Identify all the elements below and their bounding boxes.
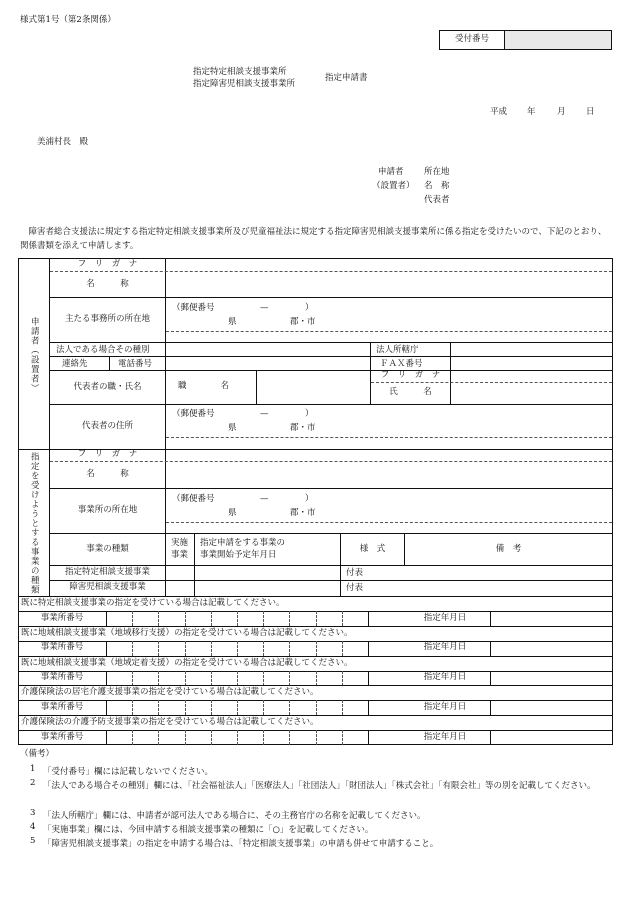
s2-name-label: 名 称 <box>86 469 129 480</box>
existing-office-no-field-5[interactable] <box>107 731 369 744</box>
intro-text: 障害者総合支援法に規定する指定特定相談支援事業所及び児童福祉法に規定する指定障害児相談支援事業所に係る指定を受けたいので、下記のとおり、関係書類を添えて申請します。 <box>20 227 607 251</box>
note-text-5: 「障害児相談支援事業」の指定を申請する場合は、「特定相談支援事業」の申請も併せて申請すること。 <box>43 839 439 849</box>
s2-row1-label: 指定特定相談支援事業 <box>64 567 150 578</box>
existing-date-field-1[interactable] <box>491 612 612 625</box>
s2-service-type-label: 事業の種類 <box>86 543 129 554</box>
s2-row2-label: 障害児相談支援事業 <box>69 582 146 593</box>
s1-rep-postal-dash: — <box>260 409 269 419</box>
section2-label: 指定を受けようとする事業の種類 <box>29 451 40 595</box>
form-number: 様式第1号（第2条関係） <box>20 15 116 25</box>
note-text-2: 「法人である場合その種別」欄には、「社会福祉法人」「医療法人」「社団法人」「財団法人」「株式会社」「有限会社」等の別を記載してください。 <box>43 781 596 791</box>
applicant-name-label: 名 称 <box>424 181 450 191</box>
title-line2: 指定障害児相談支援事業所 <box>193 79 296 89</box>
date-month: 月 <box>557 107 566 117</box>
s1-postal-dash: — <box>260 303 269 313</box>
note-number-5: 5 <box>30 836 36 846</box>
note-number-3: 3 <box>30 808 36 818</box>
s2-biko-label: 備 考 <box>495 543 522 554</box>
s2-furigana-label: フ リ ガ ナ <box>77 449 138 460</box>
s1-rep-postal-close: ） <box>305 409 314 419</box>
date-day: 日 <box>586 107 595 117</box>
existing-office-no-field-3[interactable] <box>107 672 369 685</box>
existing-office-no-label-2: 事業所番号 <box>40 642 84 653</box>
s2-postal-dash: — <box>260 494 269 504</box>
existing-date-field-3[interactable] <box>491 672 612 685</box>
existing-header-3: 既に地域相談支援事業（地域定着支援）の指定を受けている場合は記載してください。 <box>21 657 353 668</box>
s1-name-label: 名 称 <box>86 278 129 289</box>
s2-jisshi-1: 実施 <box>171 538 189 548</box>
s1-name-field[interactable] <box>166 272 612 297</box>
s2-row2-fuhyo: 付表 <box>346 583 364 593</box>
s1-postal-close: ） <box>305 303 314 313</box>
existing-office-no-field-2[interactable] <box>107 642 369 655</box>
s2-office-addr-label: 事業所の所在地 <box>77 505 138 516</box>
existing-header-5: 介護保険法の介護予防支援事業の指定を受けている場合は記載してください。 <box>21 717 319 728</box>
existing-header-1: 既に特定相談支援事業の指定を受けている場合は記載してください。 <box>21 598 285 608</box>
existing-date-label-5: 指定年月日 <box>423 731 467 742</box>
s1-office-addr-label: 主たる事務所の所在地 <box>64 314 150 325</box>
note-text-1: 「受付番号」欄には記載しないでください。 <box>43 767 214 777</box>
reception-number-field[interactable] <box>505 31 611 49</box>
s1-pref: 県 <box>228 317 237 327</box>
existing-office-no-label-3: 事業所番号 <box>40 672 84 683</box>
s1-rep-city: 郡・市 <box>290 423 316 433</box>
s1-postal-label: （郵便番号 <box>172 303 215 313</box>
s1-fax-label: ＦＡＸ番号 <box>380 359 423 369</box>
existing-office-no-label-5: 事業所番号 <box>40 731 84 742</box>
applicant-role2: （設置者） <box>372 181 415 191</box>
existing-header-2: 既に地域相談支援事業（地域移行支援）の指定を受けている場合は記載してください。 <box>21 627 353 638</box>
s1-phone-label: 電話番号 <box>118 359 153 369</box>
s1-rep-addr-label: 代表者の住所 <box>81 421 133 432</box>
existing-header-4: 介護保険法の居宅介護支援事業の指定を受けている場合は記載してください。 <box>21 687 319 698</box>
note-text-3: 「法人所轄庁」欄には、申請者が認可法人である場合に、その主務官庁の名称を記載してください。 <box>43 811 426 821</box>
existing-office-no-label-4: 事業所番号 <box>40 702 84 712</box>
s1-corp-type-label: 法人である場合その種別 <box>56 345 150 355</box>
s1-furigana2-label: フ リ ガ ナ <box>380 370 441 381</box>
s1-furigana-label: フ リ ガ ナ <box>77 259 138 270</box>
s2-pref: 県 <box>228 508 237 518</box>
note-number-1: 1 <box>30 764 36 774</box>
existing-date-field-2[interactable] <box>491 642 612 655</box>
existing-date-label-2: 指定年月日 <box>423 642 467 653</box>
date-era: 平成 <box>490 107 508 117</box>
existing-date-label-1: 指定年月日 <box>423 612 467 623</box>
addressee: 美浦村長 殿 <box>37 137 89 147</box>
s1-city: 郡・市 <box>290 317 316 327</box>
title-suffix: 指定申請書 <box>325 73 368 83</box>
reception-box <box>439 30 612 50</box>
s1-job-label: 職 名 <box>178 381 230 391</box>
applicant-address-label: 所在地 <box>424 167 450 177</box>
note-number-2: 2 <box>30 778 36 788</box>
s1-rep-pref: 県 <box>228 423 237 433</box>
existing-date-label-3: 指定年月日 <box>423 672 467 683</box>
s1-rep-title-label: 代表者の職・氏名 <box>73 381 142 392</box>
s2-postal-label: （郵便番号 <box>172 494 215 504</box>
s1-contact-label: 連絡先 <box>62 359 88 369</box>
s1-rep-postal-label: （郵便番号 <box>172 409 215 419</box>
existing-date-label-4: 指定年月日 <box>423 702 467 712</box>
existing-date-field-5[interactable] <box>491 731 612 744</box>
s2-postal-close: ） <box>305 494 314 504</box>
s2-city: 郡・市 <box>290 508 316 518</box>
s2-jisshi-2: 事業 <box>171 550 189 560</box>
s2-start-1: 指定申請をする事業の <box>200 538 286 548</box>
s1-corp-office-label: 法人所轄庁 <box>376 345 419 355</box>
section1-label: 申請者（設置者） <box>29 316 40 393</box>
applicant-rep-label: 代表者 <box>424 195 450 205</box>
applicant-role1: 申請者 <box>378 167 404 177</box>
date-year: 年 <box>527 107 536 117</box>
title-line1: 指定特定相談支援事業所 <box>193 67 287 77</box>
reception-label: 受付番号 <box>454 34 489 45</box>
s1-shimei-label: 氏 名 <box>389 387 432 398</box>
note-text-4: 「実施事業」欄には、今回申請する相談支援事業の種類に「○」を記載してください。 <box>43 825 374 835</box>
note-number-4: 4 <box>30 822 36 832</box>
existing-office-no-label-1: 事業所番号 <box>40 612 84 623</box>
existing-office-no-field-4[interactable] <box>107 701 369 714</box>
existing-office-no-field-1[interactable] <box>107 612 369 625</box>
existing-date-field-4[interactable] <box>491 701 612 714</box>
s2-start-2: 事業開始予定年月日 <box>200 550 277 560</box>
notes-title: （備考） <box>20 749 55 759</box>
s2-yoshiki-label: 様 式 <box>359 543 386 554</box>
s2-row1-fuhyo: 付表 <box>346 568 364 578</box>
